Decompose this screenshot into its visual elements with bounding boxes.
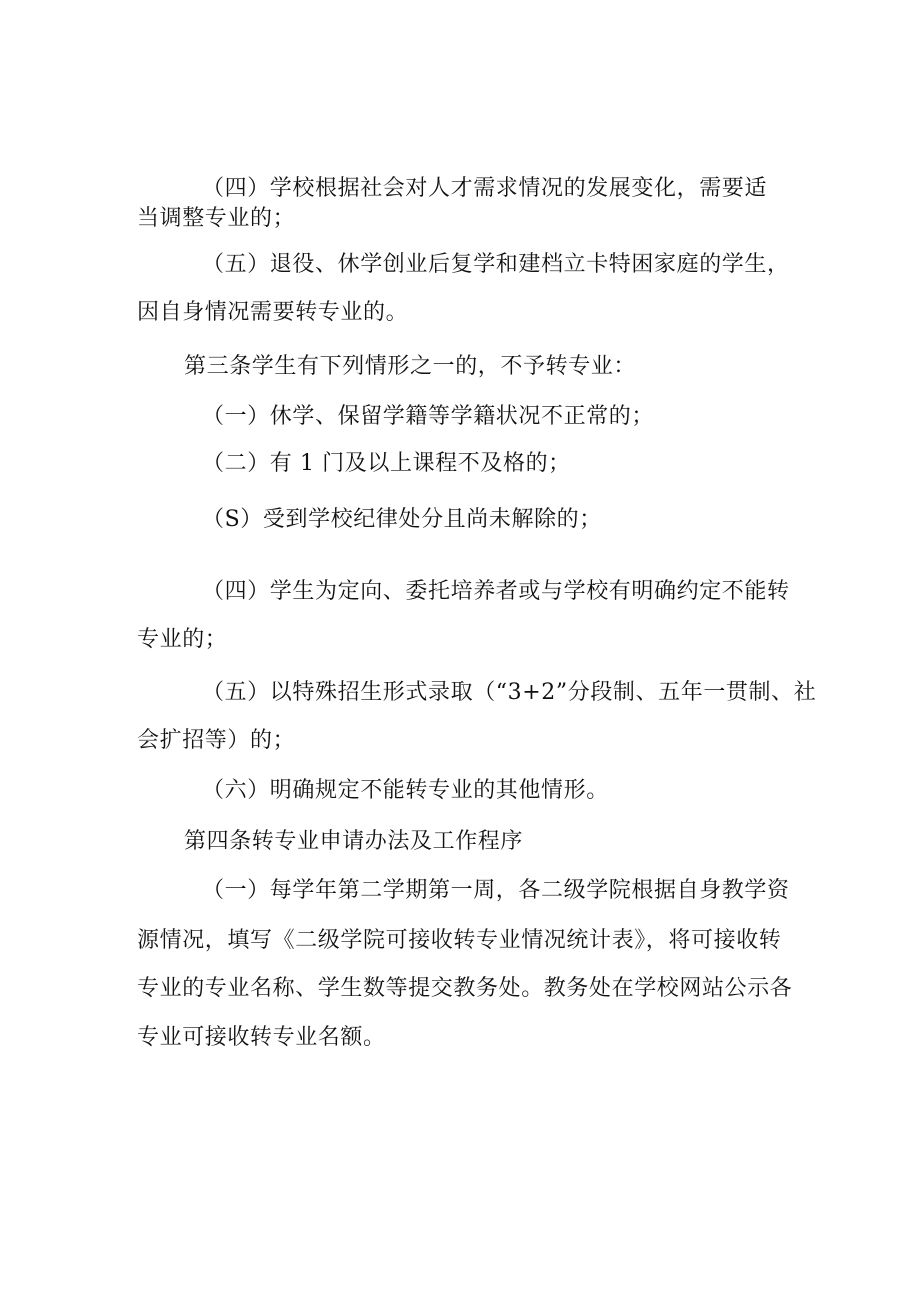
article-3-item-1: （一）休学、保留学籍等学籍状况不正常的； <box>202 404 655 429</box>
article-3-item-3: （S）受到学校纪律处分且尚未解除的； <box>202 507 602 532</box>
item-4-line-2: 当调整专业的； <box>137 206 296 231</box>
article-3-item-5-line-2: 会扩招等）的； <box>137 728 296 753</box>
article-3-item-2: （二）有 1 门及以上课程不及格的； <box>202 451 571 476</box>
article-3-item-6: （六）明确规定不能转专业的其他情形。 <box>202 778 609 803</box>
article-4-item-1-line-4: 专业可接收转专业名额。 <box>137 1025 386 1050</box>
article-3-item-4-line-2: 专业的； <box>137 627 228 652</box>
article-4-item-1-line-2: 源情况，填写《二级学院可接收转专业情况统计表》，将可接收转 <box>137 928 782 953</box>
item-5-line-2: 因自身情况需要转专业的。 <box>137 300 409 325</box>
article-4-item-1-line-1: （一）每学年第二学期第一周，各二级学院根据自身教学资 <box>202 878 790 903</box>
article-4-item-1-line-3: 专业的专业名称、学生数等提交教务处。教务处在学校网站公示各 <box>137 976 793 1001</box>
article-4-heading: 第四条转专业申请办法及工作程序 <box>184 829 524 854</box>
article-3-heading: 第三条学生有下列情形之一的，不予转专业： <box>184 354 637 379</box>
article-3-item-4-line-1: （四）学生为定向、委托培养者或与学校有明确约定不能转 <box>202 579 790 604</box>
item-5-line-1: （五）退役、休学创业后复学和建档立卡特困家庭的学生， <box>202 252 790 277</box>
item-4-line-1: （四）学校根据社会对人才需求情况的发展变化，需要适 <box>202 176 768 201</box>
article-3-item-5-line-1: （五）以特殊招生形式录取（“3+2”分段制、五年一贯制、社 <box>202 680 817 705</box>
